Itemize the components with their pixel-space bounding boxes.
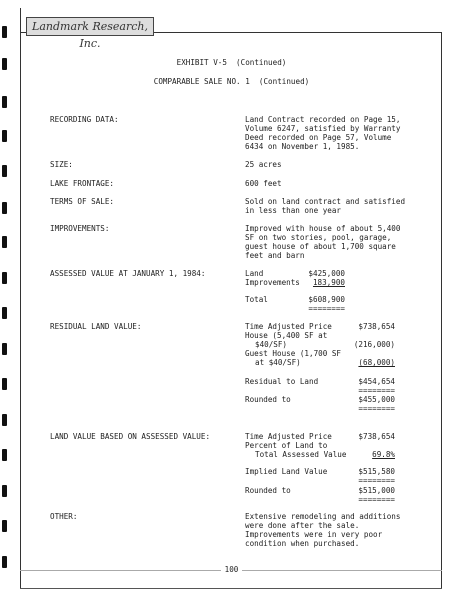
assessed-based-tap-value: $738,654 xyxy=(358,432,395,441)
page-border-left xyxy=(20,8,21,588)
residual-tap-label: Time Adjusted Price xyxy=(245,322,332,331)
assessed-total-label: Total xyxy=(245,295,268,304)
page-border-bottom xyxy=(20,588,442,589)
binder-hole xyxy=(2,449,7,461)
binder-hole xyxy=(2,130,7,142)
exhibit-title: EXHIBIT V-5 (Continued) xyxy=(176,58,287,67)
other-line: condition when purchased. xyxy=(245,539,360,548)
residual-house-label: $40/SF) xyxy=(255,340,288,349)
terms-label: TERMS OF SALE: xyxy=(50,197,115,206)
other-line: were done after the sale. xyxy=(245,521,360,530)
terms-line: in less than one year xyxy=(245,206,342,215)
residual-rounded-rule: ======== xyxy=(358,404,395,413)
residual-rounded-label: Rounded to xyxy=(245,395,291,404)
binder-hole xyxy=(2,165,7,177)
assessed-based-tap-label: Time Adjusted Price xyxy=(245,432,332,441)
company-logo: Landmark Research, Inc. xyxy=(26,17,154,36)
other-line: Extensive remodeling and additions xyxy=(245,512,401,521)
terms-line: Sold on land contract and satisfied xyxy=(245,197,406,206)
residual-house-label: House (5,400 SF at xyxy=(245,331,328,340)
assessed-total-rule: ======== xyxy=(308,304,345,313)
binder-hole xyxy=(2,307,7,319)
recording-line: Deed recorded on Page 57, Volume xyxy=(245,133,392,142)
binder-hole xyxy=(2,520,7,532)
assessed-label: ASSESSED VALUE AT JANUARY 1, 1984: xyxy=(50,269,206,278)
binder-hole xyxy=(2,236,7,248)
page-number xyxy=(0,565,463,574)
binder-hole xyxy=(2,343,7,355)
binder-hole xyxy=(2,202,7,214)
size-value: 25 acres xyxy=(245,160,282,169)
improvements-label: IMPROVEMENTS: xyxy=(50,224,110,233)
residual-land-label: Residual to Land xyxy=(245,377,319,386)
size-label: SIZE: xyxy=(50,160,73,169)
binder-hole xyxy=(2,26,7,38)
residual-label: RESIDUAL LAND VALUE: xyxy=(50,322,142,331)
page-number-text: 100 xyxy=(221,565,243,574)
residual-house-value: (216,000) xyxy=(353,340,395,349)
assessed-based-pct-value: 69.8% xyxy=(372,450,395,459)
residual-land-rule: ======== xyxy=(358,386,395,395)
page-border-right xyxy=(441,32,442,588)
binder-hole xyxy=(2,485,7,497)
lake-value: 600 feet xyxy=(245,179,282,188)
recording-label: RECORDING DATA: xyxy=(50,115,119,124)
assessed-based-rounded-value: $515,000 xyxy=(358,486,395,495)
binder-hole xyxy=(2,414,7,426)
other-line: Improvements were in very poor xyxy=(245,530,383,539)
assessed-based-pct-label: Percent of Land to xyxy=(245,441,328,450)
recording-line: 6434 on November 1, 1985. xyxy=(245,142,360,151)
recording-line: Volume 6247, satisfied by Warranty xyxy=(245,124,401,133)
assessed-impr-value: 183,900 xyxy=(312,278,345,287)
other-label: OTHER: xyxy=(50,512,78,521)
recording-line: Land Contract recorded on Page 15, xyxy=(245,115,401,124)
residual-tap-value: $738,654 xyxy=(358,322,395,331)
improvements-line: feet and barn xyxy=(245,251,305,260)
lake-label: LAKE FRONTAGE: xyxy=(50,179,115,188)
assessed-impr-label: Improvements xyxy=(245,278,300,287)
implied-land-label: Implied Land Value xyxy=(245,467,328,476)
residual-land-value: $454,654 xyxy=(358,377,395,386)
assessed-based-rounded-rule: ======== xyxy=(358,495,395,504)
binder-hole xyxy=(2,272,7,284)
residual-guest-label: Guest House (1,700 SF xyxy=(245,349,342,358)
implied-land-value: $515,580 xyxy=(358,467,395,476)
assessed-total-value: $608,900 xyxy=(308,295,345,304)
improvements-line: Improved with house of about 5,400 xyxy=(245,224,401,233)
assessed-based-pct-label: Total Assessed Value xyxy=(255,450,347,459)
residual-rounded-value: $455,000 xyxy=(358,395,395,404)
assessed-based-label: LAND VALUE BASED ON ASSESSED VALUE: xyxy=(50,432,211,441)
assessed-land-value: $425,000 xyxy=(308,269,345,278)
binder-hole xyxy=(2,378,7,390)
implied-land-rule: ======== xyxy=(358,476,395,485)
improvements-line: guest house of about 1,700 square xyxy=(245,242,396,251)
assessed-land-label: Land xyxy=(245,269,264,278)
binder-hole xyxy=(2,96,7,108)
sale-title: COMPARABLE SALE NO. 1 (Continued) xyxy=(153,77,310,86)
improvements-line: SF on two stories, pool, garage, xyxy=(245,233,392,242)
residual-guest-label: at $40/SF) xyxy=(255,358,301,367)
residual-guest-value: (68,000) xyxy=(358,358,395,367)
assessed-based-rounded-label: Rounded to xyxy=(245,486,291,495)
